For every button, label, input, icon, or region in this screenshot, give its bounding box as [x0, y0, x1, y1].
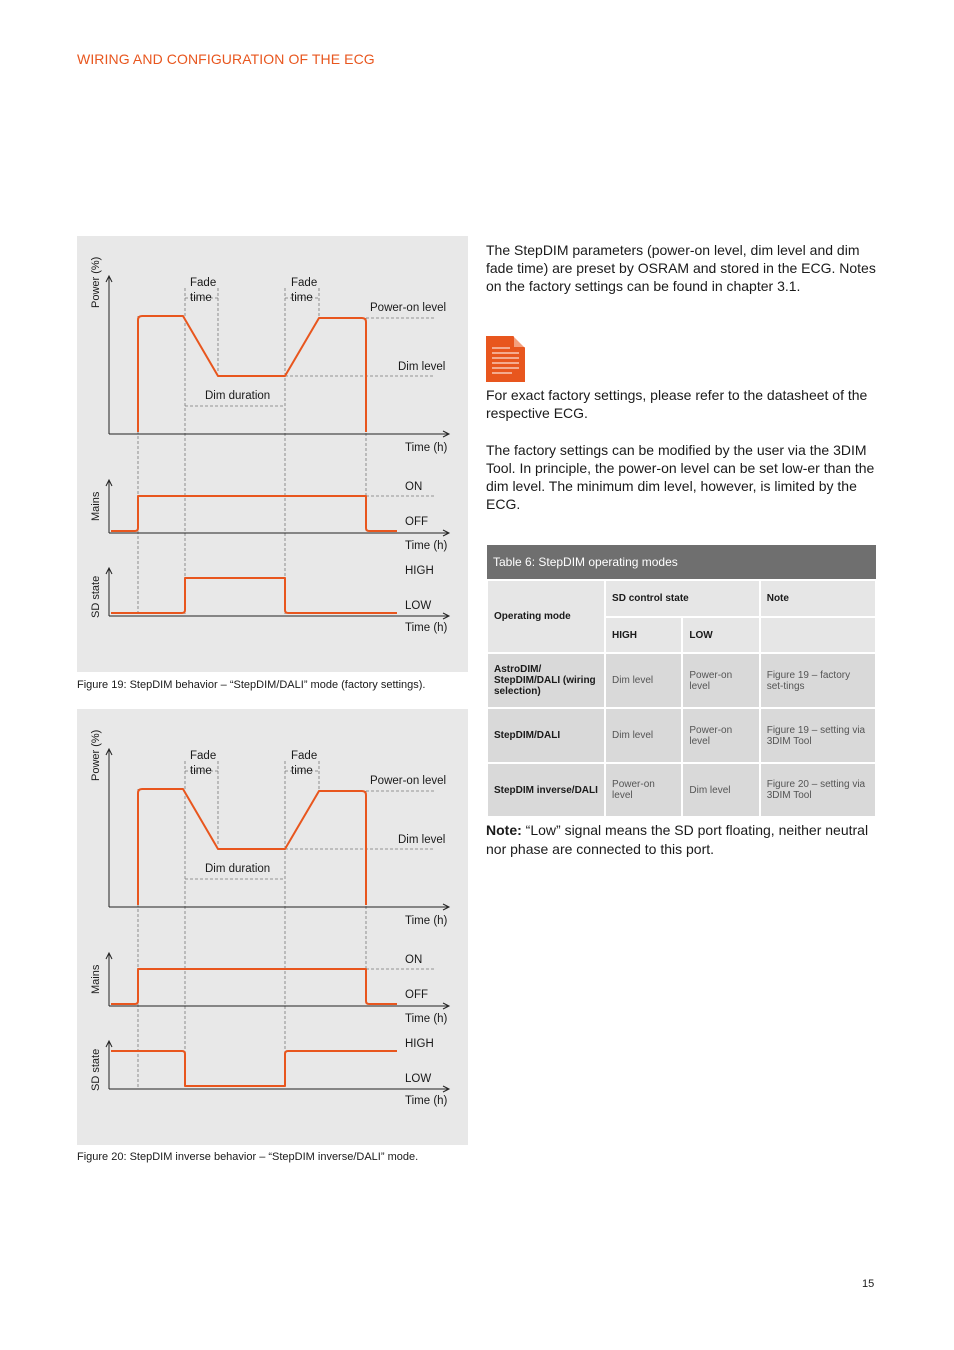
- figure-19-diagram: [77, 236, 468, 672]
- fade-time-label-2b: time: [291, 292, 313, 304]
- col-note-blank: [760, 617, 876, 653]
- time-axis-label-power: Time (h): [405, 442, 448, 454]
- table-row: [487, 708, 876, 763]
- fade-time-label-2b: time: [291, 765, 313, 777]
- row-high: Power-on level: [605, 763, 682, 817]
- intro-paragraph: [486, 241, 876, 295]
- fade-time-label-1b: time: [190, 765, 212, 777]
- fade-time-label-1b: time: [190, 292, 212, 304]
- sd-state-curve: [111, 578, 397, 613]
- high-label: HIGH: [405, 1038, 434, 1050]
- figure-20-diagram: [77, 709, 468, 1145]
- table-row: [487, 763, 876, 817]
- fade-time-label-1: Fade: [190, 750, 217, 762]
- note-label: Note:: [486, 822, 522, 838]
- power-on-level-label: Power-on level: [370, 775, 447, 787]
- table-title: Table 6: StepDIM operating modes: [487, 545, 876, 580]
- row-note: Figure 19 – setting via 3DIM Tool: [760, 708, 876, 763]
- power-axis-label: Power (%): [90, 729, 102, 781]
- mains-axis-label: Mains: [90, 964, 102, 994]
- off-label: OFF: [405, 989, 428, 1001]
- section-title: WIRING AND CONFIGURATION OF THE ECG: [77, 51, 375, 67]
- off-label: OFF: [405, 516, 428, 528]
- dim-level-label: Dim level: [398, 361, 446, 373]
- col-high: HIGH: [605, 617, 682, 653]
- mains-curve: [111, 969, 397, 1004]
- note-text: “Low” signal means the SD port floating, neither neutral nor phase are connected to this port.: [486, 822, 869, 857]
- row-note: Figure 19 – factory set-tings: [760, 653, 876, 708]
- mains-curve: [111, 496, 397, 531]
- col-note: Note: [760, 580, 876, 617]
- row-mode: AstroDIM/ StepDIM/DALI (wiring selection): [487, 653, 605, 708]
- time-axis-label-sd: Time (h): [405, 622, 448, 634]
- fade-time-label-2: Fade: [291, 750, 318, 762]
- paragraph-stepdim-parameters: The StepDIM parameters (power-on level, dim level and dim fade time) are preset by OSRAM and stored in the ECG. Notes on the factory settings can be found in chapter 3.1.: [486, 242, 876, 294]
- time-axis-label-mains: Time (h): [405, 540, 448, 552]
- row-low: Power-on level: [682, 653, 759, 708]
- figure-20: [77, 709, 468, 1145]
- dim-duration-label: Dim duration: [205, 390, 271, 402]
- row-low: Power-on level: [682, 708, 759, 763]
- fade-time-label-2: Fade: [291, 277, 318, 289]
- time-axis-label-power: Time (h): [405, 915, 448, 927]
- operating-modes-table: [486, 545, 877, 818]
- power-curve: [138, 316, 366, 432]
- low-label: LOW: [405, 1073, 432, 1085]
- sd-axis-label: SD state: [90, 1048, 102, 1091]
- dim-duration-label: Dim duration: [205, 863, 271, 875]
- time-axis-label-sd: Time (h): [405, 1095, 448, 1107]
- figure-19: [77, 236, 468, 672]
- row-high: Dim level: [605, 653, 682, 708]
- time-axis-label-mains: Time (h): [405, 1013, 448, 1025]
- paragraph-3dim-tool: The factory settings can be modified by the user via the 3DIM Tool. In principle, the power-on level can be set low-er than the dim level. The minimum dim level, however, is limited by the ECG.: [486, 442, 875, 512]
- figure-19-caption: Figure 19: StepDIM behavior – “StepDIM/DALI” mode (factory settings).: [77, 679, 426, 691]
- low-label: LOW: [405, 600, 432, 612]
- factory-paragraph: [486, 386, 876, 422]
- page-number: 15: [862, 1278, 875, 1290]
- row-low: Dim level: [682, 763, 759, 817]
- mains-axis-label: Mains: [90, 491, 102, 521]
- row-mode: StepDIM/DALI: [487, 708, 605, 763]
- on-label: ON: [405, 954, 423, 966]
- col-low: LOW: [682, 617, 759, 653]
- table-row: [487, 653, 876, 708]
- col-sd-control-state: SD control state: [605, 580, 760, 617]
- power-axis-label: Power (%): [90, 256, 102, 308]
- row-high: Dim level: [605, 708, 682, 763]
- sd-axis-label: SD state: [90, 575, 102, 618]
- sd-state-curve: [111, 1051, 397, 1086]
- high-label: HIGH: [405, 565, 434, 577]
- power-curve: [138, 789, 366, 905]
- power-on-level-label: Power-on level: [370, 302, 447, 314]
- document-icon: [486, 336, 525, 382]
- fade-time-label-1: Fade: [190, 277, 217, 289]
- on-label: ON: [405, 481, 423, 493]
- row-mode: StepDIM inverse/DALI: [487, 763, 605, 817]
- row-note: Figure 20 – setting via 3DIM Tool: [760, 763, 876, 817]
- paragraph-datasheet: For exact factory settings, please refer to the datasheet of the respective ECG.: [486, 387, 868, 421]
- dim-level-label: Dim level: [398, 834, 446, 846]
- figure-20-caption: Figure 20: StepDIM inverse behavior – “StepDIM inverse/DALI” mode.: [77, 1151, 419, 1163]
- modify-paragraph: [486, 441, 876, 513]
- col-operating-mode: Operating mode: [487, 580, 605, 653]
- note-paragraph: [486, 821, 876, 859]
